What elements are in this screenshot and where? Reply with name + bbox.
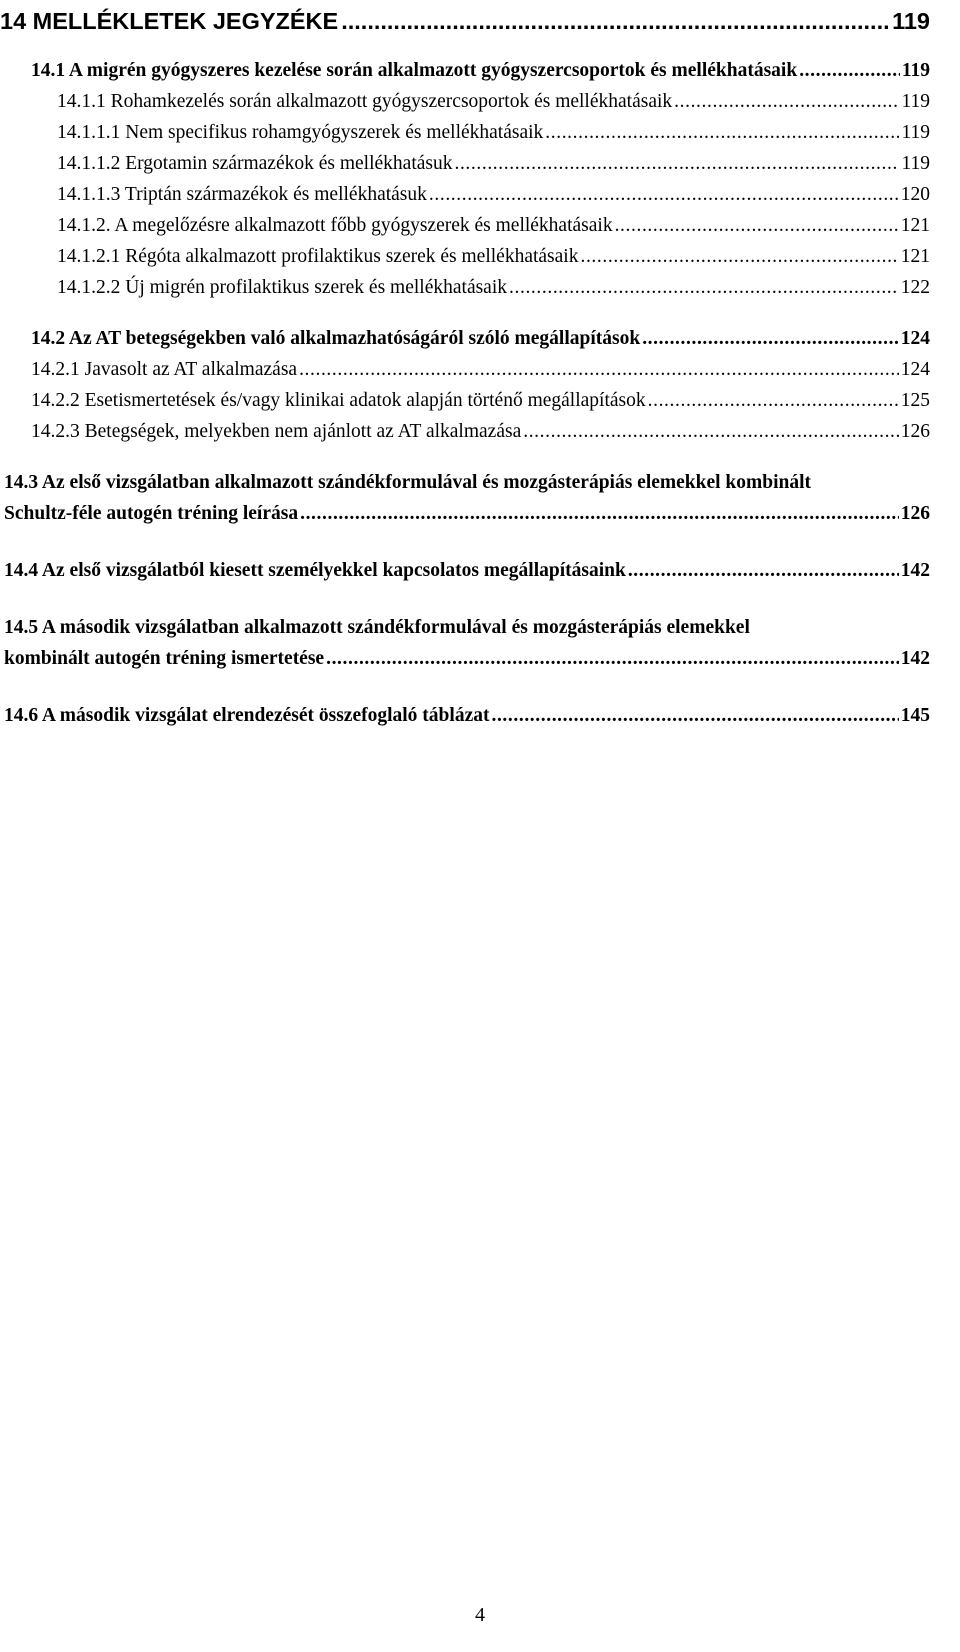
toc-entry [57, 87, 930, 117]
toc-heading-title: 14 MELLÉKLETEK JEGYZÉKE [0, 8, 339, 34]
toc-entry [57, 118, 930, 148]
toc-entry [31, 355, 930, 385]
dot-leader [545, 118, 899, 148]
toc-entry-title: 14.1 A migrén gyógyszeres kezelése során alkalmazott gyógyszercsoportok és mellékhatásaik [31, 60, 798, 81]
toc-entry-page: 122 [900, 277, 930, 298]
toc-entry-title: 14.1.1 Rohamkezelés során alkalmazott gyógyszercsoportok és mellékhatásaik [57, 91, 673, 112]
toc-entry-title: 14.1.1.2 Ergotamin származékok és mellékhatásuk [57, 153, 453, 174]
toc-entry [57, 149, 930, 179]
toc-entry-page: 121 [900, 246, 930, 267]
toc-entry-page: 119 [901, 91, 930, 112]
toc-entry-title: 14.1.1.1 Nem specifikus rohamgyógyszerek és mellékhatásaik [57, 122, 544, 143]
toc-entry-title: 14.2.3 Betegségek, melyekben nem ajánlott az AT alkalmazása [31, 421, 522, 442]
toc-entry-title: 14.2.2 Esetismertetések és/vagy klinikai adatok alapján történő megállapítások [31, 390, 646, 411]
toc-entry [4, 499, 930, 529]
toc-entry [31, 56, 930, 86]
dot-leader [648, 386, 899, 416]
toc-entry-title-line2: Schultz-féle autogén tréning leírása [4, 503, 299, 524]
toc-entry-page: 142 [900, 560, 930, 581]
dot-leader [523, 417, 899, 447]
toc-entry-page: 124 [900, 359, 930, 380]
toc-entry-page: 142 [900, 648, 930, 669]
toc-entry-page: 121 [900, 215, 930, 236]
toc-heading [0, 2, 930, 40]
toc-entry-title: 14.4 Az első vizsgálatból kiesett személyekkel kapcsolatos megállapításaink [4, 560, 626, 581]
toc-entry [31, 417, 930, 447]
dot-leader [491, 701, 898, 731]
toc-entry [57, 211, 930, 241]
dot-leader [509, 273, 899, 303]
toc-entry-page: 126 [900, 503, 930, 524]
toc-entry [57, 180, 930, 210]
toc-entry [31, 324, 930, 354]
toc-entry-page: 119 [901, 60, 930, 81]
toc-entry-title: 14.2 Az AT betegségekben való alkalmazhatóságáról szóló megállapítások [31, 328, 641, 349]
toc-entry [57, 273, 930, 303]
toc-entry-title-line2: kombinált autogén tréning ismertetése [4, 648, 325, 669]
dot-leader [300, 499, 899, 529]
dot-leader [299, 355, 899, 385]
toc-entry-title: 14.6 A második vizsgálat elrendezését összefoglaló táblázat [4, 705, 490, 726]
dot-leader [326, 644, 899, 674]
dot-leader [674, 87, 899, 117]
toc-entry-title: 14.1.2. A megelőzésre alkalmazott főbb gyógyszerek és mellékhatásaik [57, 215, 613, 236]
toc-entry-page: 125 [900, 390, 930, 411]
dot-leader [341, 2, 889, 40]
toc-entry [4, 644, 930, 674]
toc-heading-page: 119 [892, 8, 930, 34]
toc-entry-page: 119 [901, 122, 930, 143]
toc-entry-page: 119 [901, 153, 930, 174]
toc-entry-title: 14.1.1.3 Triptán származékok és mellékhatásuk [57, 184, 427, 205]
dot-leader [615, 211, 899, 241]
toc-entry-title-line1: 14.3 Az első vizsgálatban alkalmazott szándékformulával és mozgásterápiás elemekkel kombinált [4, 472, 812, 493]
dot-leader [454, 149, 899, 179]
toc-entry [57, 242, 930, 272]
toc-entry-page: 120 [900, 184, 930, 205]
dot-leader [429, 180, 899, 210]
page-number: 4 [475, 1604, 485, 1626]
toc-entry-page: 126 [900, 421, 930, 442]
toc-entry-title: 14.2.1 Javasolt az AT alkalmazása [31, 359, 298, 380]
dot-leader [642, 324, 899, 354]
dot-leader [628, 556, 899, 586]
toc-entry-title-line1: 14.5 A második vizsgálatban alkalmazott szándékformulával és mozgásterápiás elemekkel [4, 617, 750, 638]
toc-entry [31, 386, 930, 416]
toc-entry-page: 145 [900, 705, 930, 726]
toc-entry-title: 14.1.2.2 Új migrén profilaktikus szerek és mellékhatásaik [57, 277, 508, 298]
toc-entry-page: 124 [900, 328, 930, 349]
toc-entry [4, 556, 930, 586]
dot-leader [799, 56, 900, 86]
toc-entry [4, 701, 930, 731]
dot-leader [580, 242, 898, 272]
toc-entry-title: 14.1.2.1 Régóta alkalmazott profilaktikus szerek és mellékhatásaik [57, 246, 579, 267]
